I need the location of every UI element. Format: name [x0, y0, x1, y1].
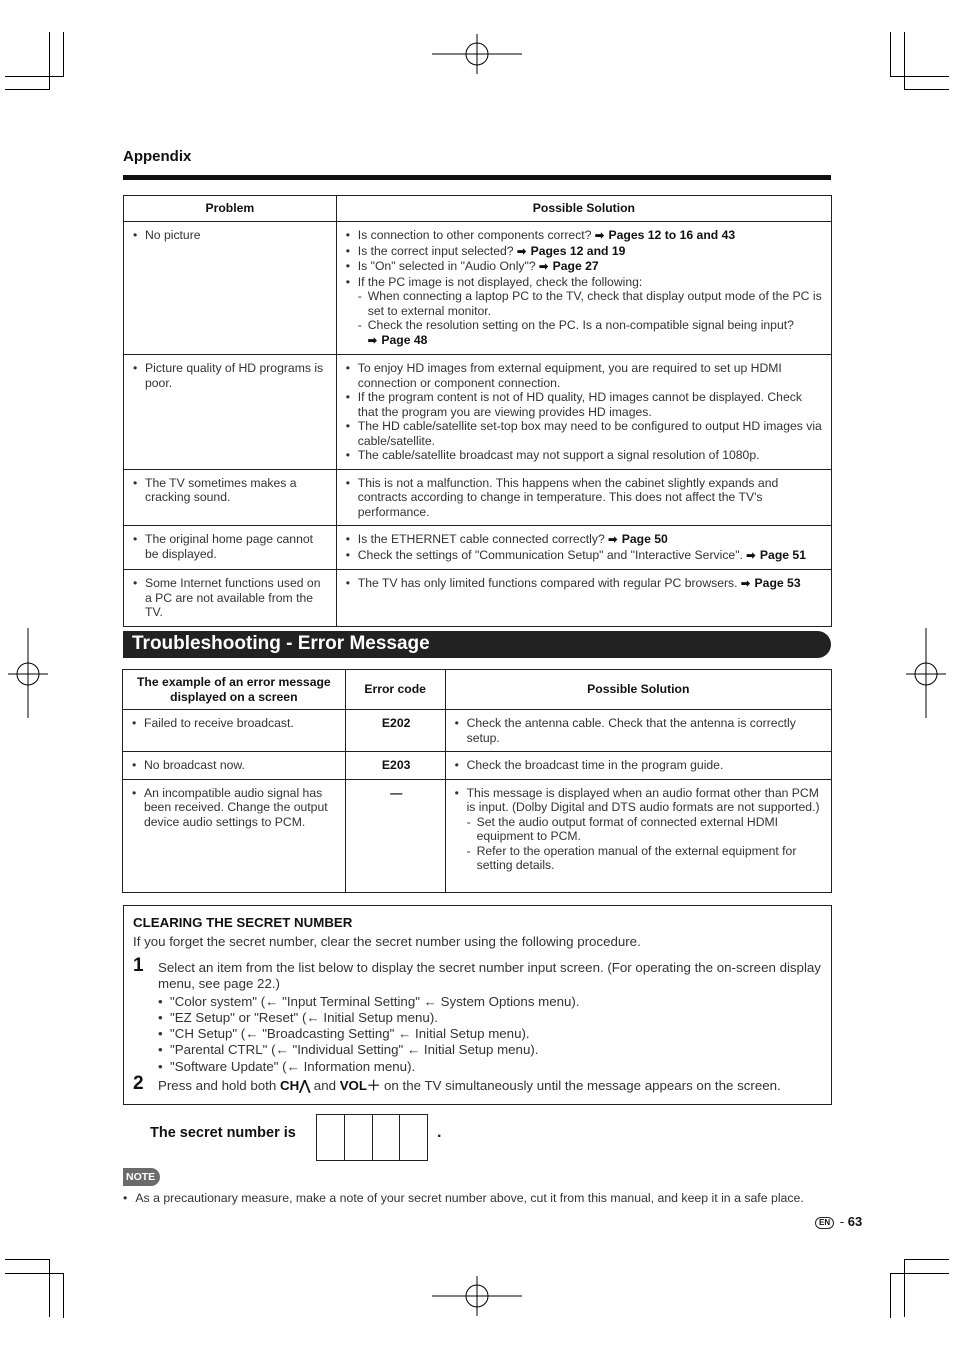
column-header-error-code: Error code: [345, 670, 445, 710]
column-header-problem: Problem: [124, 196, 337, 222]
table-row: [124, 526, 832, 570]
vol-up-key: VOL＋: [339, 1078, 381, 1093]
digit-box: [373, 1115, 401, 1160]
column-header-example: The example of an error message displayed on a screen: [123, 670, 346, 710]
digit-box: [400, 1115, 427, 1160]
menu-item: • "Color system" (← "Input Terminal Setting" ← System Options menu).: [158, 994, 823, 1010]
solution-item: • Check the antenna cable. Check that the antenna is correctly setup.: [454, 716, 825, 745]
error-example: • An incompatible audio signal has been received. Change the output device audio settings to PCM.: [131, 786, 339, 830]
page-number: EN - 63: [815, 1214, 862, 1229]
error-code: —: [345, 779, 445, 892]
secret-number-boxes: [316, 1114, 428, 1161]
arrow-right-icon: ➡: [594, 230, 605, 242]
solution-item: • Check the broadcast time in the program guide.: [454, 758, 825, 773]
error-code: E202: [345, 710, 445, 752]
solution-item: • The cable/satellite broadcast may not support a signal resolution of 1080p.: [345, 448, 825, 463]
table-row: [123, 710, 832, 752]
solution-subitem: - Refer to the operation manual of the external equipment for setting details.: [454, 844, 825, 873]
arrow-right-icon: ➡: [367, 334, 377, 347]
ch-up-key: CH⋀: [279, 1078, 311, 1093]
table-header-row: [124, 196, 832, 222]
solution-subitem: - Set the audio output format of connected external HDMI equipment to PCM.: [454, 815, 825, 844]
solution-item: • Is "On" selected in "Audio Only"? ➡ Page 27: [345, 259, 825, 275]
problem-text: • The TV sometimes makes a cracking sound.: [132, 476, 330, 505]
solution-item: • Is the correct input selected? ➡ Pages 12 and 19: [345, 244, 825, 260]
note-text: • As a precautionary measure, make a note of your secret number above, cut it from this manual, and keep it in a safe place.: [123, 1191, 804, 1205]
secret-number-label: The secret number is: [150, 1125, 296, 1141]
error-example: • Failed to receive broadcast.: [131, 716, 339, 731]
table-row: [124, 355, 832, 470]
troubleshooting-table: [123, 195, 832, 627]
digit-box: [317, 1115, 345, 1160]
period: .: [437, 1124, 442, 1141]
arrow-right-icon: ➡: [539, 261, 549, 273]
solution-subitem: - Check the resolution setting on the PC. Is a non-compatible signal being input? ➡ Page 48: [345, 318, 825, 348]
error-message-table: [122, 669, 832, 893]
solution-item: • If the PC image is not displayed, check the following:: [345, 275, 825, 290]
error-example: • No broadcast now.: [131, 758, 339, 773]
step-number: 2: [133, 1073, 144, 1094]
secret-heading: CLEARING THE SECRET NUMBER: [133, 915, 353, 930]
step-number: 1: [133, 955, 144, 976]
solution-item: • The HD cable/satellite set-top box may need to be configured to output HD images via cable/satellite.: [345, 419, 825, 448]
solution-item: • Is connection to other components correct? ➡ Pages 12 to 16 and 43: [345, 228, 825, 244]
solution-item: • Is the ETHERNET cable connected correctly? ➡ Page 50: [345, 532, 825, 548]
solution-item: • To enjoy HD images from external equipment, you are required to set up HDMI connection or component connection.: [345, 361, 825, 390]
table-row: [123, 779, 832, 892]
registration-mark-left: [8, 628, 48, 718]
step-2-text: Press and hold both CH⋀ and VOL＋ on the TV simultaneously until the message appears on the screen.: [158, 1078, 781, 1093]
error-code: E203: [345, 752, 445, 780]
secret-number-box: [123, 905, 832, 1105]
arrow-right-icon: ➡: [516, 245, 527, 258]
menu-item: • "Parental CTRL" (← "Individual Setting" ← Initial Setup menu).: [158, 1042, 823, 1058]
table-row: [123, 752, 832, 780]
secret-intro: If you forget the secret number, clear the secret number using the following procedure.: [133, 934, 641, 949]
column-header-solution: Possible Solution: [445, 670, 831, 710]
step-1-text: Select an item from the list below to display the secret number input screen. (For operating the on-screen display menu, see page 22.): [158, 960, 821, 991]
menu-item: • "CH Setup" (← "Broadcasting Setting" ← Initial Setup menu).: [158, 1026, 823, 1042]
arrow-right-icon: ➡: [608, 534, 618, 546]
table-header-row: [123, 670, 832, 710]
menu-item: • "EZ Setup" or "Reset" (← Initial Setup menu).: [158, 1010, 823, 1026]
solution-item: • Check the settings of "Communication Setup" and "Interactive Service". ➡ Page 51: [345, 548, 825, 564]
table-row: [124, 469, 832, 526]
header-rule: [123, 175, 831, 180]
note-badge: NOTE: [123, 1168, 160, 1186]
problem-text: • No picture: [132, 228, 330, 243]
registration-mark-top: [432, 34, 522, 74]
arrow-right-icon: ➡: [740, 578, 751, 590]
menu-item: • "Software Update" (← Information menu).: [158, 1059, 823, 1075]
column-header-solution: Possible Solution: [336, 196, 831, 222]
solution-item: • The TV has only limited functions compared with regular PC browsers. ➡ Page 53: [345, 576, 825, 592]
problem-text: • The original home page cannot be displayed.: [132, 532, 330, 561]
arrow-right-icon: ➡: [746, 549, 756, 562]
solution-subitem: - When connecting a laptop PC to the TV, check that display output mode of the PC is set to external monitor.: [345, 289, 825, 318]
problem-text: • Picture quality of HD programs is poor.: [132, 361, 330, 390]
problem-text: • Some Internet functions used on a PC are not available from the TV.: [132, 576, 330, 620]
solution-item: • This is not a malfunction. This happens when the cabinet slightly expands and contracts according to change in temperature. This does not affect the TV's performance.: [345, 476, 825, 520]
section-title: Troubleshooting - Error Message: [132, 633, 430, 654]
registration-mark-bottom: [432, 1276, 522, 1316]
section-title-banner: [123, 631, 831, 658]
table-row: [124, 570, 832, 627]
solution-item: • This message is displayed when an audio format other than PCM is input. (Dolby Digital and DTS audio formats are not supported.): [454, 786, 825, 815]
digit-box: [345, 1115, 373, 1160]
table-row: [124, 222, 832, 355]
solution-item: • If the program content is not of HD quality, HD images cannot be displayed. Check that the program you are viewing provides HD images.: [345, 390, 825, 419]
language-badge: EN: [815, 1217, 834, 1229]
section-header: Appendix: [123, 148, 192, 165]
registration-mark-right: [906, 628, 946, 718]
